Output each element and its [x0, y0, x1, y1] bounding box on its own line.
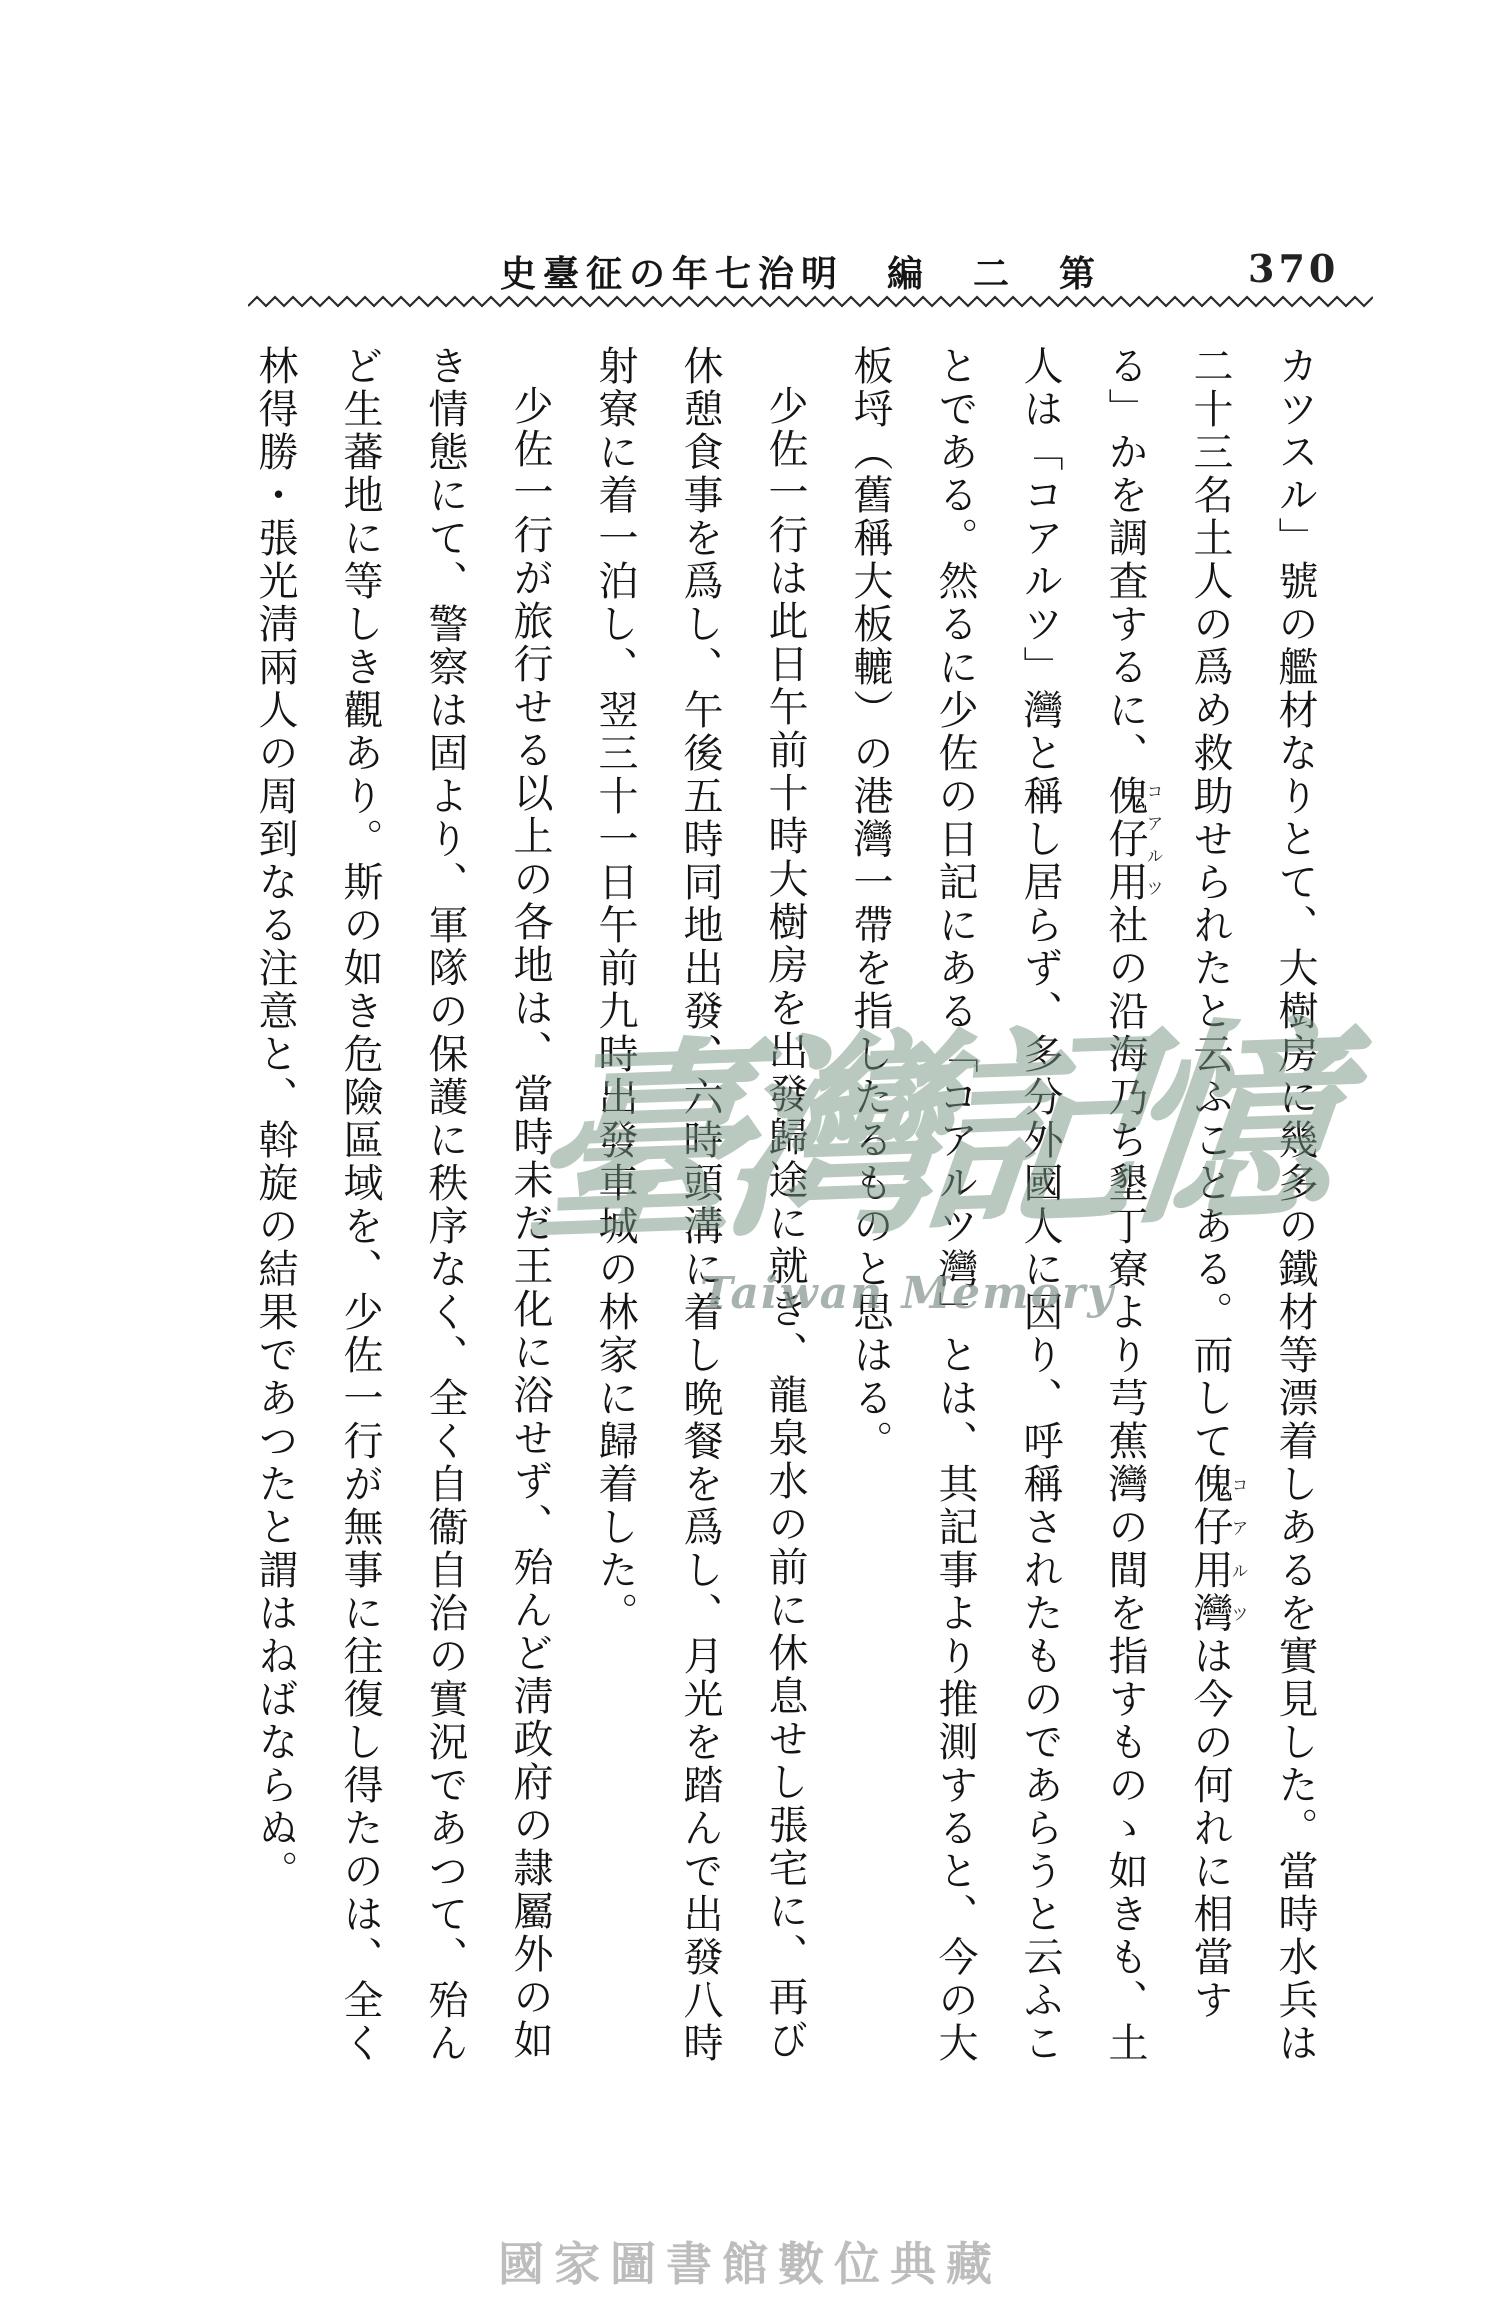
furigana-term: 傀仔用コアルツ — [1102, 775, 1164, 904]
page-number: 370 — [1248, 246, 1340, 291]
body-text — [192, 345, 1337, 2085]
watermark-cjk-text: 臺灣記憶 — [515, 994, 1334, 1276]
paragraph: 少佐一行は此日午前十時大樹房を出發歸途に就き、龍泉水の前に休息せし張宅に、再び休憩食事を爲し、午後五時同地出發、六時頭溝に着し晩餐を爲し、月光を踏んで出發八時射寮に着一泊し、翌三十一日午前九時出發車城の林家に歸着した。 — [592, 345, 808, 2065]
paragraph: 少佐一行が旅行せる以上の各地は、當時未だ王化に浴せず、殆んど淸政府の隷屬外の如き情態にて、警察は固より、軍隊の保護に秩序なく、全く自衞自治の實況であつて、殆んど生蕃地に等しき觀あり。斯の如き危險區域を、少佐一行が無事に往復し得たのは、全く林得勝・張光淸兩人の周到なる注意と、斡旋の結果であつたと謂はねばならぬ。 — [252, 345, 553, 2065]
running-title: 史臺征の年七治明 編 二 第 — [500, 253, 1103, 295]
paragraph: カツスル」號の艦材なりとて、大樹房に幾多の鐵材等漂着しあるを實見した。當時水兵は二十三名土人の爲め救助せられたと云ふことある。而して傀仔用灣コアルツは今の何れに相當する」かを調査するに、傀仔用コアルツ社の沿海乃ち墾丁寮より芎蕉灣の間を指すものゝ如きも、土人は「コアルツ」灣と稱し居らず、多分外國人に因り、呼稱されたものであらうと云ふことである。然るに少佐の日記にある「コアルツ灣」とは、其記事より推測すると、今の大板埒（舊稱大板轆）の港灣一帶を指したるものと思はる。 — [847, 345, 1318, 2065]
watermark-latin-text: Taiwan Memory — [700, 1268, 1115, 1319]
furigana-term: 傀仔用灣コアルツ — [1187, 1463, 1249, 1635]
library-footer: 國家圖書館數位典藏 — [498, 2237, 1002, 2291]
wavy-rule — [248, 294, 1373, 310]
